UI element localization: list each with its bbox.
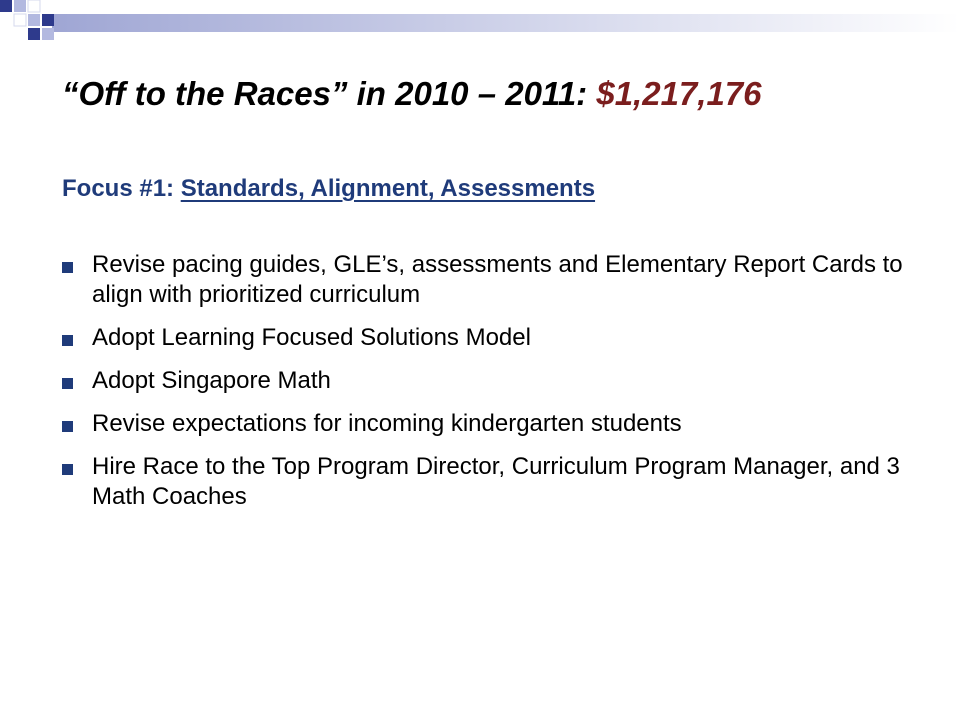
bullet-text: Adopt Singapore Math xyxy=(92,367,331,394)
list-item xyxy=(62,366,942,396)
list-item xyxy=(62,250,942,310)
bullet-square-icon xyxy=(62,262,73,273)
bullet-square-icon xyxy=(62,421,73,432)
title-amount: $1,217,176 xyxy=(596,75,762,112)
list-item xyxy=(62,452,942,512)
bullet-text: Adopt Learning Focused Solutions Model xyxy=(92,324,531,351)
title-text: “Off to the Races” in 2010 – 2011: xyxy=(62,75,588,112)
bullet-text: Revise pacing guides, GLE’s, assessments and Elementary Report Cards to align with prioritized curriculum xyxy=(92,251,903,308)
focus-heading xyxy=(62,172,595,206)
top-gradient-bar xyxy=(52,14,960,32)
bullet-square-icon xyxy=(62,335,73,346)
slide-title xyxy=(62,72,762,116)
bullet-square-icon xyxy=(62,464,73,475)
bullet-text: Hire Race to the Top Program Director, Curriculum Program Manager, and 3 Math Coaches xyxy=(92,453,900,510)
bullet-text: Revise expectations for incoming kindergarten students xyxy=(92,410,682,437)
list-item xyxy=(62,323,942,353)
list-item xyxy=(62,409,942,439)
bullet-square-icon xyxy=(62,378,73,389)
focus-label: Focus #1: xyxy=(62,175,175,202)
top-decoration xyxy=(0,0,960,60)
bullet-list xyxy=(62,250,942,525)
corner-decoration-icon xyxy=(0,0,54,40)
focus-topic: Standards, Alignment, Assessments xyxy=(180,175,596,202)
